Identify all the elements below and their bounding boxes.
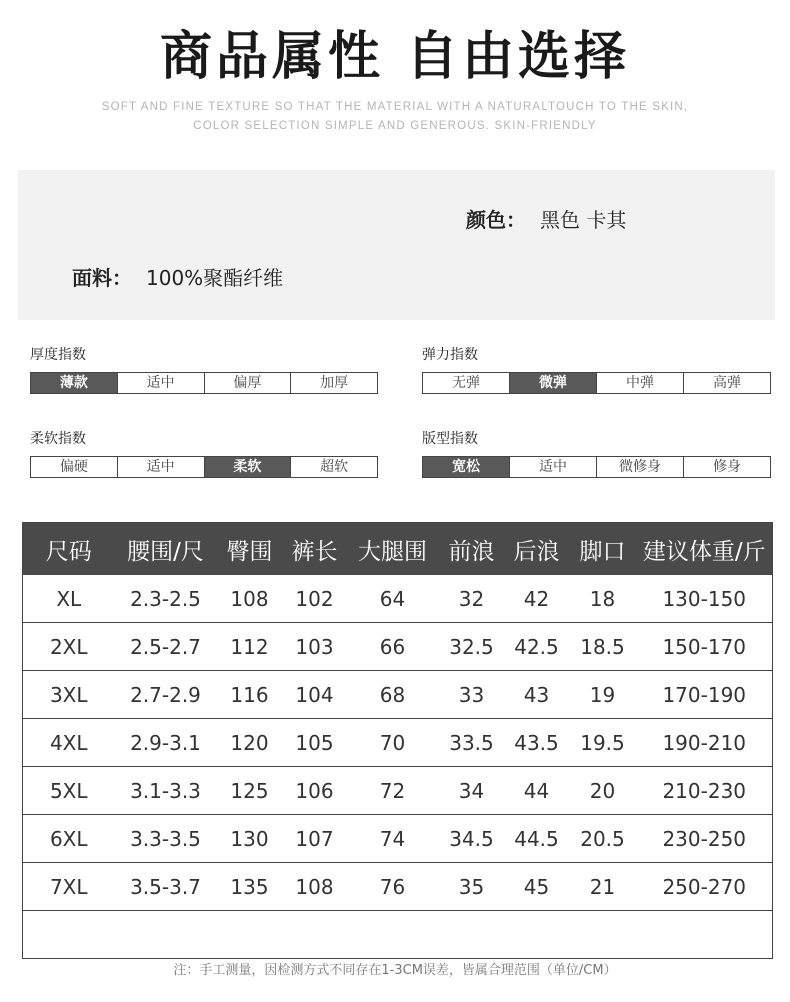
table-cell: 120 xyxy=(217,719,283,767)
subtitle-line-1: SOFT AND FINE TEXTURE SO THAT THE MATERIAL WITH A NATURALTOUCH TO THE SKIN, xyxy=(101,101,689,113)
table-cell: 32 xyxy=(439,575,505,623)
table-row xyxy=(23,671,773,719)
thickness-scale xyxy=(30,372,378,394)
thickness-option: 适中 xyxy=(118,373,205,393)
fabric-info xyxy=(72,262,283,291)
table-cell: 107 xyxy=(283,815,347,863)
subtitle-line-2: COLOR SELECTION SIMPLE AND GENEROUS. SKIN-FRIENDLY xyxy=(193,120,597,132)
softness-option: 柔软 xyxy=(205,457,292,477)
table-cell: 45 xyxy=(505,863,569,911)
table-cell: 68 xyxy=(347,671,439,719)
fit-scale xyxy=(422,456,771,478)
elasticity-index-label: 弹力指数 xyxy=(422,347,478,363)
table-row xyxy=(23,575,773,623)
table-cell: 33.5 xyxy=(439,719,505,767)
table-cell-empty xyxy=(23,911,773,959)
table-row xyxy=(23,815,773,863)
table-cell: 34.5 xyxy=(439,815,505,863)
table-cell: 35 xyxy=(439,863,505,911)
table-row xyxy=(23,623,773,671)
size-table-header-cell: 脚口 xyxy=(569,523,637,576)
size-table xyxy=(22,522,773,959)
thickness-index-label: 厚度指数 xyxy=(30,347,86,363)
table-cell: 18.5 xyxy=(569,623,637,671)
table-cell: 130-150 xyxy=(637,575,773,623)
table-cell: 3XL xyxy=(23,671,115,719)
table-cell: 135 xyxy=(217,863,283,911)
size-table-header-cell: 臀围 xyxy=(217,523,283,576)
table-cell: 74 xyxy=(347,815,439,863)
table-cell: 250-270 xyxy=(637,863,773,911)
softness-scale xyxy=(30,456,378,478)
fit-option: 宽松 xyxy=(423,457,510,477)
table-cell: 108 xyxy=(217,575,283,623)
table-cell: 34 xyxy=(439,767,505,815)
softness-option: 超软 xyxy=(320,459,349,475)
table-cell: 64 xyxy=(347,575,439,623)
table-cell: 18 xyxy=(569,575,637,623)
table-cell: 2XL xyxy=(23,623,115,671)
softness-index xyxy=(30,428,378,478)
table-cell: 76 xyxy=(347,863,439,911)
table-cell: 170-190 xyxy=(637,671,773,719)
size-table-header-cell: 大腿围 xyxy=(347,523,439,576)
thickness-index xyxy=(30,344,378,394)
size-table-header-cell: 后浪 xyxy=(505,523,569,576)
measurement-note: 注：手工测量，因检测方式不同存在1-3CM误差，皆属合理范围（单位/CM） xyxy=(173,963,617,978)
table-cell: 104 xyxy=(283,671,347,719)
elasticity-option: 高弹 xyxy=(713,375,741,391)
table-cell: 190-210 xyxy=(637,719,773,767)
table-cell: 3.5-3.7 xyxy=(115,863,217,911)
table-cell: 125 xyxy=(217,767,283,815)
size-table-body xyxy=(23,575,773,959)
table-cell: 102 xyxy=(283,575,347,623)
table-cell: 20 xyxy=(569,767,637,815)
size-table-header-cell: 建议体重/斤 xyxy=(637,523,773,576)
size-table-header-cell: 腰围/尺 xyxy=(115,523,217,576)
table-cell: 150-170 xyxy=(637,623,773,671)
softness-index-label: 柔软指数 xyxy=(30,431,86,447)
table-cell: 44 xyxy=(505,767,569,815)
table-cell: 3.1-3.3 xyxy=(115,767,217,815)
fit-index xyxy=(422,428,771,478)
elasticity-index xyxy=(422,344,771,394)
fit-option: 微修身 xyxy=(597,457,684,477)
table-cell: 2.5-2.7 xyxy=(115,623,217,671)
table-cell: 230-250 xyxy=(637,815,773,863)
table-cell: 2.9-3.1 xyxy=(115,719,217,767)
table-cell: 6XL xyxy=(23,815,115,863)
size-table-header-cell: 裤长 xyxy=(283,523,347,576)
elasticity-option: 中弹 xyxy=(597,373,684,393)
table-cell: 43.5 xyxy=(505,719,569,767)
color-label: 颜色： xyxy=(466,208,526,232)
table-cell: 5XL xyxy=(23,767,115,815)
thickness-option: 薄款 xyxy=(31,373,118,393)
size-table-header-cell: 前浪 xyxy=(439,523,505,576)
fabric-label: 面料： xyxy=(72,266,132,290)
table-cell: 210-230 xyxy=(637,767,773,815)
table-cell: 116 xyxy=(217,671,283,719)
table-cell: 70 xyxy=(347,719,439,767)
size-table-header-row xyxy=(23,523,773,576)
fit-option: 适中 xyxy=(510,457,597,477)
table-cell: 2.7-2.9 xyxy=(115,671,217,719)
softness-option: 偏硬 xyxy=(31,457,118,477)
table-cell: 4XL xyxy=(23,719,115,767)
elasticity-scale xyxy=(422,372,771,394)
size-table-header-cell: 尺码 xyxy=(23,523,115,576)
thickness-option: 偏厚 xyxy=(205,373,292,393)
table-cell: 66 xyxy=(347,623,439,671)
page-title: 商品属性 自由选择 xyxy=(159,27,631,87)
table-cell: 108 xyxy=(283,863,347,911)
table-cell: 2.3-2.5 xyxy=(115,575,217,623)
table-cell: 19.5 xyxy=(569,719,637,767)
table-cell: 106 xyxy=(283,767,347,815)
table-cell: 42 xyxy=(505,575,569,623)
table-cell: 33 xyxy=(439,671,505,719)
softness-option: 适中 xyxy=(118,457,205,477)
table-row xyxy=(23,863,773,911)
table-cell: 21 xyxy=(569,863,637,911)
fabric-value: 100%聚酯纤维 xyxy=(146,266,284,290)
table-cell: 3.3-3.5 xyxy=(115,815,217,863)
table-cell: 43 xyxy=(505,671,569,719)
table-cell: 103 xyxy=(283,623,347,671)
table-row xyxy=(23,767,773,815)
table-cell: 7XL xyxy=(23,863,115,911)
table-cell: XL xyxy=(23,575,115,623)
table-cell: 19 xyxy=(569,671,637,719)
elasticity-option: 无弹 xyxy=(423,373,510,393)
color-info xyxy=(466,204,626,233)
table-cell: 32.5 xyxy=(439,623,505,671)
table-cell: 112 xyxy=(217,623,283,671)
table-cell: 20.5 xyxy=(569,815,637,863)
page-subtitle xyxy=(0,98,790,136)
thickness-option: 加厚 xyxy=(320,375,349,391)
table-row-empty xyxy=(23,911,773,959)
color-value: 黑色 卡其 xyxy=(540,208,627,232)
fit-option: 修身 xyxy=(713,459,741,475)
table-cell: 130 xyxy=(217,815,283,863)
table-cell: 42.5 xyxy=(505,623,569,671)
table-row xyxy=(23,719,773,767)
table-cell: 105 xyxy=(283,719,347,767)
table-cell: 44.5 xyxy=(505,815,569,863)
table-cell: 72 xyxy=(347,767,439,815)
elasticity-option: 微弹 xyxy=(510,373,597,393)
product-info-box xyxy=(18,170,775,320)
fit-index-label: 版型指数 xyxy=(422,431,478,447)
